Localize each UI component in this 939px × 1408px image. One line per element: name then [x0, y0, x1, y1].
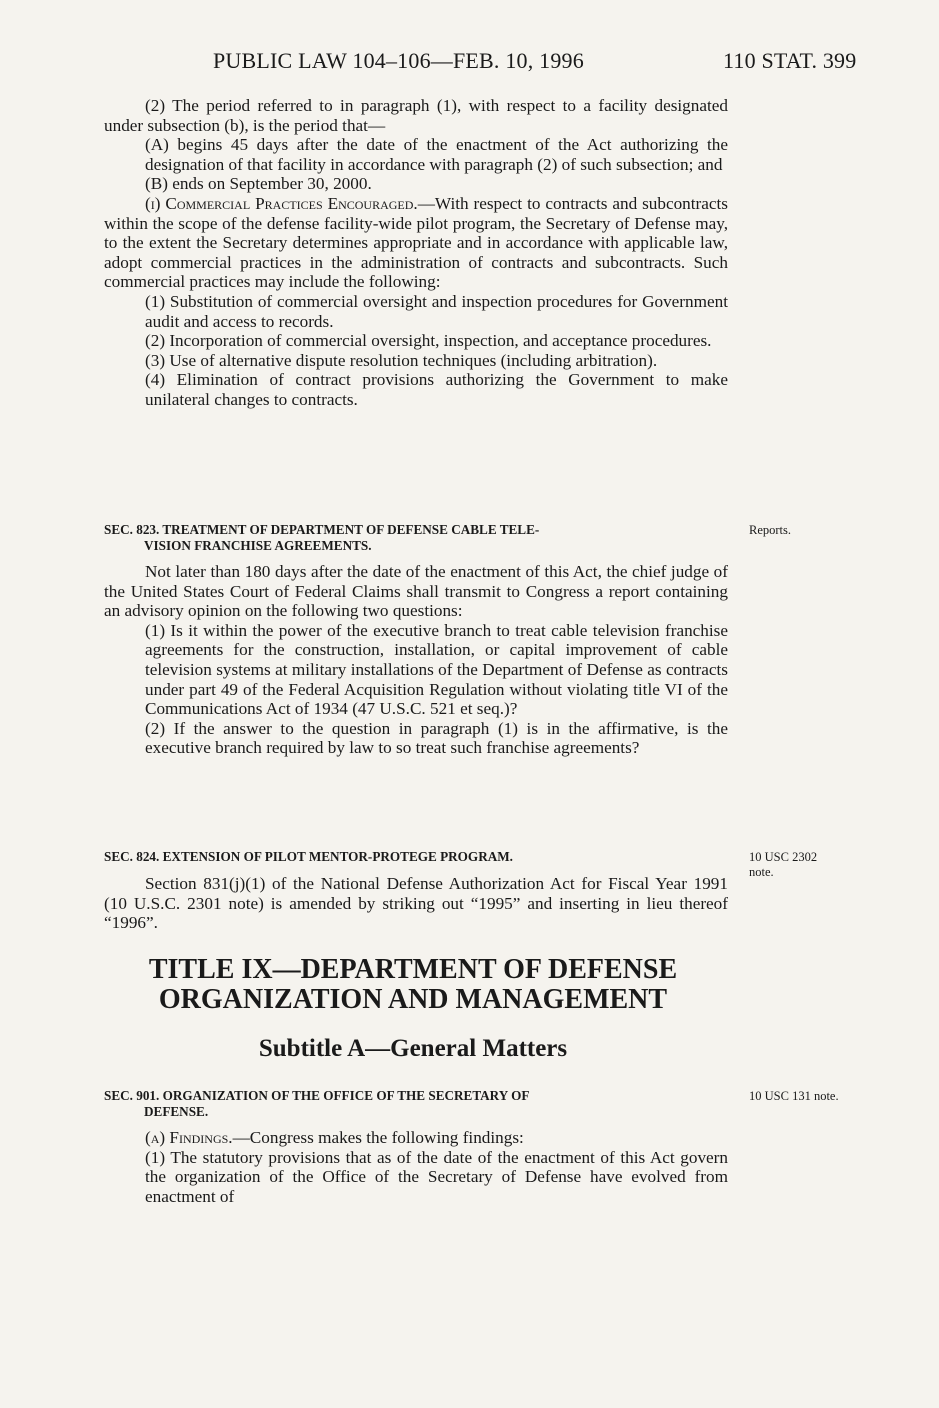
- section-823-heading-line1: SEC. 823. TREATMENT OF DEPARTMENT OF DEFENSE CABLE TELE-: [104, 522, 540, 537]
- section-901: [104, 1088, 728, 1206]
- section-824: [104, 849, 728, 933]
- practice-1: (1) Substitution of commercial oversight and inspection procedures for Government audit and access to records.: [145, 291, 728, 331]
- practice-2: (2) Incorporation of commercial oversight, inspection, and acceptance procedures.: [145, 331, 712, 351]
- margin-note-line2: note.: [749, 865, 774, 879]
- section-823: [104, 522, 728, 758]
- subsection-i-text: —With respect to contracts and subcontracts within the scope of the defense facility-wide pilot program, the Secretary of Defense may, to the extent the Secretary determines appropriate and in accordance with applicable law, adopt commercial practices in the administration of contracts and subcontracts. Such commercial practices may include the following:: [104, 193, 728, 292]
- subsection-a: [104, 1128, 728, 1148]
- practice-4: (4) Elimination of contract provisions authorizing the Government to make unilateral changes to contracts.: [145, 370, 728, 409]
- subtitle-a-heading: Subtitle A—General Matters: [258, 1035, 568, 1062]
- practice-3: (3) Use of alternative dispute resolution techniques (including arbitration).: [145, 350, 658, 370]
- paragraph-h2: (2) The period referred to in paragraph (1), with respect to a facility designated under subsection (b), is the period that—: [104, 96, 728, 135]
- subsection-a-heading: (a) Findings.: [145, 1128, 233, 1147]
- statute-page-number: 110 STAT. 399: [723, 48, 857, 73]
- section-823-heading-line2: VISION FRANCHISE AGREEMENTS.: [144, 538, 372, 553]
- title-ix-line1: TITLE IX—DEPARTMENT OF DEFENSE: [148, 954, 678, 985]
- section-823-intro: Not later than 180 days after the date of the enactment of this Act, the chief judge of the United States Court of Federal Claims shall transmit to Congress a report containing an advisory opinion on the following two questions:: [104, 562, 728, 621]
- margin-note-line1: 10 USC 2302: [749, 850, 818, 864]
- margin-note-10-usc-131: 10 USC 131 note.: [749, 1089, 839, 1103]
- section-901-heading-line2: DEFENSE.: [144, 1104, 209, 1119]
- title-ix-line2: ORGANIZATION AND MANAGEMENT: [158, 984, 668, 1015]
- question-1: (1) Is it within the power of the executive branch to treat cable television franchise agreements for the construction, installation, or capital improvement of cable television systems at military installations of the Department of Defense as contracts under part 49 of the Federal Acquisition Regulation without violating title VI of the Communications Act of 1934 (47 U.S.C. 521 et seq.)?: [145, 620, 728, 719]
- finding-1: (1) The statutory provisions that as of the date of the enactment of this Act govern the organization of the Office of the Secretary of Defense have evolved from enactment of: [145, 1147, 728, 1206]
- subsection-i-heading: (i) Commercial Practices Encouraged.: [145, 193, 418, 213]
- subsection-a-text: —Congress makes the following findings:: [232, 1128, 524, 1147]
- margin-note-10-usc-2302: [749, 850, 817, 880]
- section-823-heading: [104, 522, 728, 554]
- paragraph-h2-A: (A) begins 45 days after the date of the enactment of the Act authorizing the designation of that facility in accordance with paragraph (2) of such subsection; and: [145, 135, 728, 174]
- section-824-text: Section 831(j)(1) of the National Defense Authorization Act for Fiscal Year 1991 (10 U.S.C. 2301 note) is amended by striking out “1995” and inserting in lieu thereof “1996”.: [104, 874, 728, 933]
- section-824-heading: SEC. 824. EXTENSION OF PILOT MENTOR-PROTEGE PROGRAM.: [104, 849, 513, 864]
- section-901-heading-line1: SEC. 901. ORGANIZATION OF THE OFFICE OF THE SECRETARY OF: [104, 1088, 530, 1103]
- title-ix-heading: [0, 955, 826, 1015]
- subsection-i: [104, 194, 728, 292]
- question-2: (2) If the answer to the question in paragraph (1) is in the affirmative, is the executive branch required by law to so treat such franchise agreements?: [145, 718, 728, 758]
- paragraph-h2-B: (B) ends on September 30, 2000.: [145, 174, 372, 194]
- running-head-title: PUBLIC LAW 104–106—FEB. 10, 1996: [213, 48, 584, 73]
- margin-note-reports: Reports.: [749, 523, 792, 537]
- section-901-heading: [104, 1088, 728, 1120]
- subsection-h-i-block: [104, 96, 728, 410]
